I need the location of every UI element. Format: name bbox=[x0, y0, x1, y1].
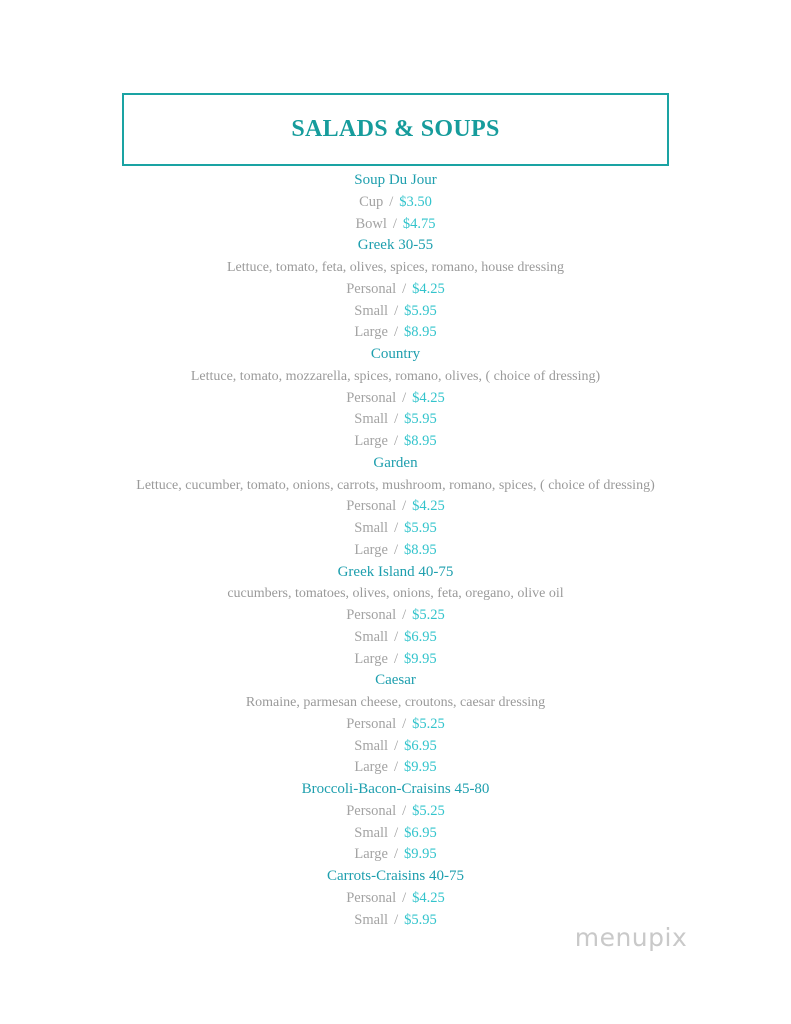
menu-item-name: Soup Du Jour bbox=[354, 172, 437, 188]
price-value: $5.25 bbox=[412, 802, 445, 819]
price-value: $8.95 bbox=[403, 324, 437, 341]
price-separator: / bbox=[393, 541, 398, 558]
price-row bbox=[0, 431, 791, 453]
price-value: $5.25 bbox=[412, 607, 445, 623]
title-box bbox=[122, 93, 669, 166]
price-row bbox=[0, 279, 791, 301]
price-row bbox=[0, 301, 791, 323]
portion-size: Large bbox=[354, 759, 388, 776]
price-separator: / bbox=[393, 324, 398, 341]
menu-item-name: Greek 30-55 bbox=[357, 237, 434, 254]
price-separator: / bbox=[392, 215, 397, 232]
portion-size: Large bbox=[354, 650, 388, 667]
price-separator: / bbox=[402, 607, 407, 623]
portion-size: Personal bbox=[346, 280, 397, 297]
menu-item-name: Broccoli-Bacon-Craisins 45-80 bbox=[301, 781, 490, 797]
price-value: $5.95 bbox=[404, 520, 437, 536]
menu-item-description: Lettuce, tomato, mozzarella, spices, romano, olives, ( choice of dressing) bbox=[190, 368, 601, 384]
portion-size: Personal bbox=[346, 802, 397, 819]
price-separator: / bbox=[393, 846, 398, 863]
portion-size: Personal bbox=[346, 498, 397, 515]
price-value: $6.95 bbox=[404, 737, 437, 754]
menu-item-description: cucumbers, tomatoes, olives, onions, feta, oregano, olive oil bbox=[227, 586, 564, 602]
menu-item-name: Carrots-Craisins 40-75 bbox=[326, 868, 465, 884]
portion-size: Small bbox=[354, 411, 389, 428]
price-row bbox=[0, 844, 791, 866]
portion-size: Cup bbox=[359, 193, 384, 210]
price-value: $4.25 bbox=[412, 889, 445, 906]
portion-size: Large bbox=[354, 324, 388, 341]
price-value: $4.75 bbox=[402, 215, 436, 232]
price-row bbox=[0, 409, 791, 431]
portion-size: Personal bbox=[346, 715, 397, 732]
price-value: $4.25 bbox=[412, 389, 445, 406]
watermark-logo: menupix bbox=[574, 922, 688, 952]
price-separator: / bbox=[394, 911, 399, 928]
price-row bbox=[0, 388, 791, 410]
price-row bbox=[0, 518, 791, 540]
price-row bbox=[0, 214, 791, 236]
price-row bbox=[0, 496, 791, 518]
page-title: SALADS & SOUPS bbox=[291, 116, 500, 142]
portion-size: Small bbox=[354, 302, 389, 319]
price-row bbox=[0, 192, 791, 214]
price-separator: / bbox=[402, 715, 407, 732]
price-row bbox=[0, 540, 791, 562]
portion-size: Bowl bbox=[355, 215, 387, 232]
price-separator: / bbox=[394, 411, 399, 428]
price-separator: / bbox=[393, 433, 398, 449]
portion-size: Small bbox=[354, 628, 389, 645]
price-separator: / bbox=[394, 824, 399, 841]
price-value: $5.95 bbox=[404, 302, 437, 319]
portion-size: Personal bbox=[346, 607, 397, 623]
price-separator: / bbox=[394, 737, 399, 754]
menu-item-name: Garden bbox=[373, 454, 418, 471]
price-value: $5.95 bbox=[404, 411, 437, 428]
price-separator: / bbox=[393, 759, 398, 776]
price-row bbox=[0, 757, 791, 779]
price-value: $8.95 bbox=[403, 433, 437, 449]
price-row bbox=[0, 627, 791, 649]
price-separator: / bbox=[393, 650, 398, 667]
price-value: $3.50 bbox=[399, 193, 432, 210]
portion-size: Large bbox=[354, 433, 388, 449]
price-separator: / bbox=[389, 193, 394, 210]
portion-size: Small bbox=[354, 520, 389, 536]
price-row bbox=[0, 823, 791, 845]
menu-item-name: Caesar bbox=[375, 672, 416, 689]
price-row bbox=[0, 736, 791, 758]
portion-size: Large bbox=[354, 541, 388, 558]
menu-item-description: Lettuce, cucumber, tomato, onions, carrots, mushroom, romano, spices, ( choice of dressing) bbox=[136, 477, 655, 493]
price-separator: / bbox=[402, 889, 407, 906]
price-row bbox=[0, 649, 791, 671]
price-value: $6.95 bbox=[404, 628, 437, 645]
price-value: $6.95 bbox=[404, 824, 437, 841]
price-row bbox=[0, 605, 791, 627]
portion-size: Small bbox=[354, 911, 389, 928]
price-row bbox=[0, 888, 791, 910]
menu-item-description: Lettuce, tomato, feta, olives, spices, romano, house dressing bbox=[226, 260, 565, 275]
portion-size: Small bbox=[354, 737, 389, 754]
price-value: $9.95 bbox=[403, 650, 437, 667]
price-row bbox=[0, 322, 791, 344]
portion-size: Small bbox=[354, 824, 389, 841]
portion-size: Large bbox=[354, 846, 388, 863]
price-row bbox=[0, 801, 791, 823]
portion-size: Personal bbox=[346, 389, 397, 406]
price-separator: / bbox=[402, 498, 407, 515]
price-separator: / bbox=[402, 280, 407, 297]
price-value: $5.95 bbox=[404, 911, 437, 928]
price-separator: / bbox=[402, 802, 407, 819]
price-separator: / bbox=[394, 520, 399, 536]
price-value: $4.25 bbox=[412, 280, 445, 297]
portion-size: Personal bbox=[346, 889, 397, 906]
price-separator: / bbox=[394, 628, 399, 645]
menu-list bbox=[0, 170, 791, 931]
menu-item-description: Romaine, parmesan cheese, croutons, caesar dressing bbox=[245, 695, 546, 710]
price-value: $5.25 bbox=[412, 715, 445, 732]
price-value: $4.25 bbox=[412, 498, 445, 515]
menu-item-name: Country bbox=[370, 346, 421, 362]
menu-item-name: Greek Island 40-75 bbox=[337, 563, 454, 580]
price-value: $9.95 bbox=[403, 846, 437, 863]
price-separator: / bbox=[394, 302, 399, 319]
price-value: $8.95 bbox=[403, 541, 437, 558]
price-value: $9.95 bbox=[403, 759, 437, 776]
price-separator: / bbox=[402, 389, 407, 406]
price-row bbox=[0, 714, 791, 736]
